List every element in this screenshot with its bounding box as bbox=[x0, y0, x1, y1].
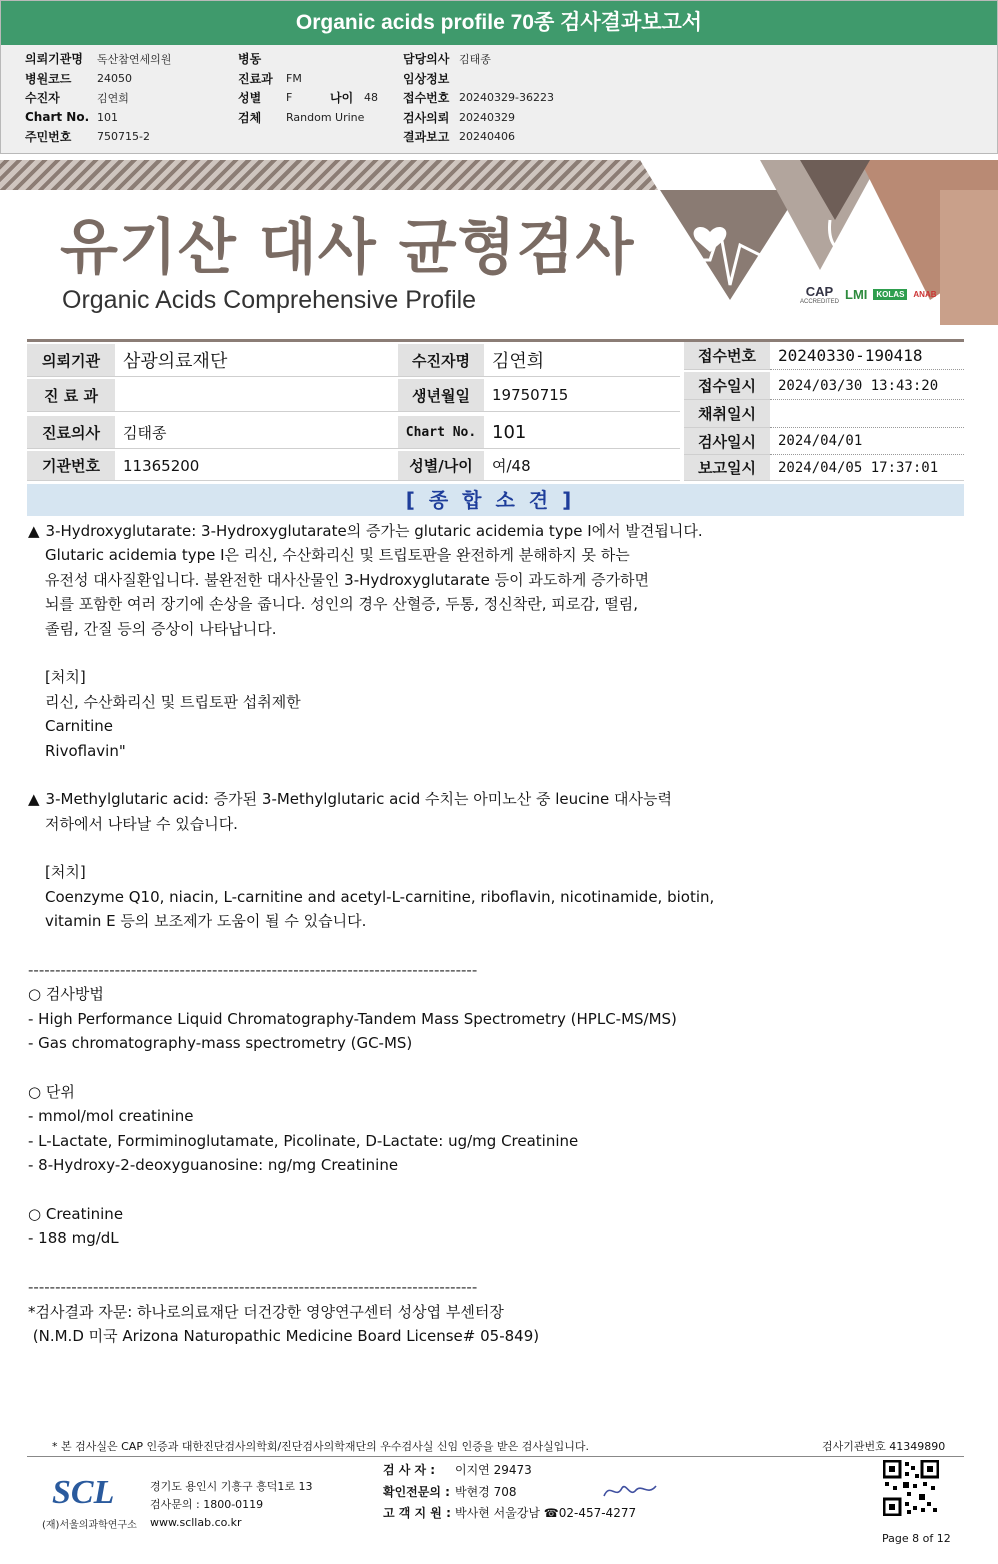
label-department: 진 료 과 bbox=[27, 379, 115, 412]
value-patient-name: 김연희 bbox=[484, 344, 680, 377]
triangle-up-icon: ▲ bbox=[28, 522, 40, 540]
advisor-line: *검사결과 자문: 하나로의료재단 더건강한 영양연구센터 성상엽 부센터장 bbox=[28, 1302, 504, 1321]
page-number: Page 8 of 12 bbox=[882, 1532, 951, 1545]
treatment-1-item: Rivoflavin" bbox=[45, 741, 126, 760]
finding-1-line: ▲ 3-Hydroxyglutarate: 3-Hydroxyglutarate의 증가는 glutaric acidemia type I에서 발견됩니다. bbox=[28, 519, 968, 543]
method-item: - Gas chromatography-mass spectrometry (GC-MS) bbox=[28, 1034, 413, 1053]
label-institution-no: 기관번호 bbox=[27, 451, 115, 481]
value-department bbox=[115, 379, 398, 412]
institution-number: 검사기관번호 41349890 bbox=[822, 1440, 946, 1453]
value-receipt-no: 20240330-190418 bbox=[770, 342, 964, 370]
unit-title: ○ 단위 bbox=[28, 1082, 75, 1101]
lab-address: 경기도 용인시 기흥구 흥덕1로 13 검사문의 : 1800-0119 www.scllab.co.kr bbox=[150, 1478, 313, 1532]
cert-logos bbox=[800, 284, 937, 305]
cap-logo: CAP ACCREDITED bbox=[800, 284, 840, 305]
value-doctor: 김태종 bbox=[115, 416, 398, 449]
value-report-date: 2024/04/05 17:37:01 bbox=[770, 455, 964, 481]
finding-2-line: 저하에서 나타날 수 있습니다. bbox=[45, 814, 238, 833]
creatinine-title: ○ Creatinine bbox=[28, 1204, 124, 1223]
value-institution-no: 11365200 bbox=[115, 451, 398, 481]
triangle-up-icon: ▲ bbox=[28, 790, 40, 809]
footer-divider bbox=[27, 1456, 964, 1457]
finding-1-line: 유전성 대사질환입니다. 불완전한 대사산물인 3-Hydroxyglutarate 등이 과도하게 증가하면 bbox=[45, 570, 650, 589]
value-institution: 삼광의료재단 bbox=[115, 344, 398, 377]
treatment-1-item: 리신, 수산화리신 및 트립토판 섭취제한 bbox=[45, 692, 301, 711]
method-title: ○ 검사방법 bbox=[28, 985, 104, 1004]
advisor-license: (N.M.D 미국 Arizona Naturopathic Medicine Board License# 05-849) bbox=[28, 1326, 540, 1345]
banner-title-en: Organic Acids Comprehensive Profile bbox=[62, 286, 477, 314]
label-chart-no: Chart No. bbox=[398, 416, 484, 449]
value-sex-age: 여/48 bbox=[484, 451, 680, 481]
label-patient-name: 수진자명 bbox=[398, 344, 484, 377]
creatinine-value: - 188 mg/dL bbox=[28, 1229, 119, 1248]
treatment-1-item: Carnitine bbox=[45, 717, 114, 736]
report-header bbox=[0, 0, 998, 154]
value-test-date: 2024/04/01 bbox=[770, 428, 964, 455]
handwritten-signature bbox=[600, 1478, 660, 1504]
value-chart-no: 101 bbox=[484, 416, 680, 449]
finding-2-line: ▲ 3-Methylglutaric acid: 증가된 3-Methylglutaric acid 수치는 아미노산 중 leucine 대사능력 bbox=[28, 787, 968, 811]
label-collection-date: 채취일시 bbox=[684, 400, 770, 428]
summary-title: [종합소견] bbox=[27, 484, 964, 516]
anab-logo: ANAB bbox=[913, 290, 937, 299]
label-doctor: 진료의사 bbox=[27, 416, 115, 449]
method-item: - High Performance Liquid Chromatography-Tandem Mass Spectrometry (HPLC-MS/MS) bbox=[28, 1009, 677, 1028]
report-title: Organic acids profile 70종 검사결과보고서 bbox=[1, 1, 997, 45]
dashed-divider: ----------------------------------------------------------------------------------- bbox=[28, 961, 478, 980]
unit-item: - L-Lactate, Formiminoglutamate, Picolinate, D-Lactate: ug/mg Creatinine bbox=[28, 1131, 579, 1150]
signatories: 검 사 자 : 이지연 29473 확인전문의 : 박현경 708 고 객 지 원 : 박사현 서울강남 ☎02-457-4277 bbox=[383, 1463, 637, 1520]
treatment-2-title: [처치] bbox=[45, 863, 86, 882]
value-birthdate: 19750715 bbox=[484, 379, 680, 412]
unit-item: - 8-Hydroxy-2-deoxyguanosine: ng/mg Creatinine bbox=[28, 1156, 399, 1175]
lmi-logo: LMI bbox=[845, 287, 868, 302]
label-receipt-date: 접수일시 bbox=[684, 372, 770, 400]
label-report-date: 보고일시 bbox=[684, 455, 770, 481]
header-col-2: 병동 진료과 FM 성별 F 나이 48 검체 Random Urine bbox=[238, 52, 378, 125]
label-receipt-no: 접수번호 bbox=[684, 342, 770, 370]
finding-1-line: 뇌를 포함한 여러 장기에 손상을 줍니다. 성인의 경우 산혈증, 두통, 정신착란, 피로감, 떨림, bbox=[45, 595, 638, 614]
kolas-logo: KOLAS bbox=[873, 289, 907, 300]
header-col-3: 담당의사 김태종 임상정보 접수번호 20240329-36223 검사의뢰 20240329 결과보고 20240406 bbox=[403, 52, 554, 145]
label-institution: 의뢰기관 bbox=[27, 344, 115, 377]
treatment-1-title: [처치] bbox=[45, 668, 86, 687]
unit-item: - mmol/mol creatinine bbox=[28, 1107, 194, 1126]
label-birthdate: 생년월일 bbox=[398, 379, 484, 412]
scl-logo-subtitle: (재)서울의과학연구소 bbox=[42, 1520, 137, 1531]
banner-title-ko: 유기산 대사 균형검사 bbox=[60, 213, 635, 283]
finding-1-line: Glutaric acidemia type I은 리신, 수산화리신 및 트립토판을 완전하게 분해하지 못 하는 bbox=[45, 546, 630, 565]
treatment-2-item: Coenzyme Q10, niacin, L-carnitine and acetyl-L-carnitine, riboflavin, nicotinamide, biotin, bbox=[45, 887, 715, 906]
lab-website-link[interactable]: www.scllab.co.kr bbox=[150, 1516, 242, 1529]
treatment-2-item: vitamin E 등의 보조제가 도움이 될 수 있습니다. bbox=[45, 912, 367, 931]
value-receipt-date: 2024/03/30 13:43:20 bbox=[770, 372, 964, 400]
header-col-1: 의뢰기관명 독산참연세의원 병원코드 24050 수진자 김연희 Chart No. 101 주민번호 750715-2 bbox=[25, 52, 172, 145]
label-test-date: 검사일시 bbox=[684, 428, 770, 455]
certification-note: * 본 검사실은 CAP 인증과 대한진단검사의학회/진단검사의학재단의 우수검사실 신임 인증을 받은 검사실입니다. bbox=[52, 1440, 590, 1453]
dashed-divider: ----------------------------------------------------------------------------------- bbox=[28, 1278, 478, 1297]
value-collection-date bbox=[770, 400, 964, 428]
label-sex-age: 성별/나이 bbox=[398, 451, 484, 481]
finding-1-line: 졸림, 간질 등의 증상이 나타납니다. bbox=[45, 619, 277, 638]
report-body bbox=[28, 519, 968, 1348]
qr-code-icon[interactable] bbox=[883, 1460, 939, 1516]
scl-logo: SCL bbox=[52, 1474, 115, 1511]
